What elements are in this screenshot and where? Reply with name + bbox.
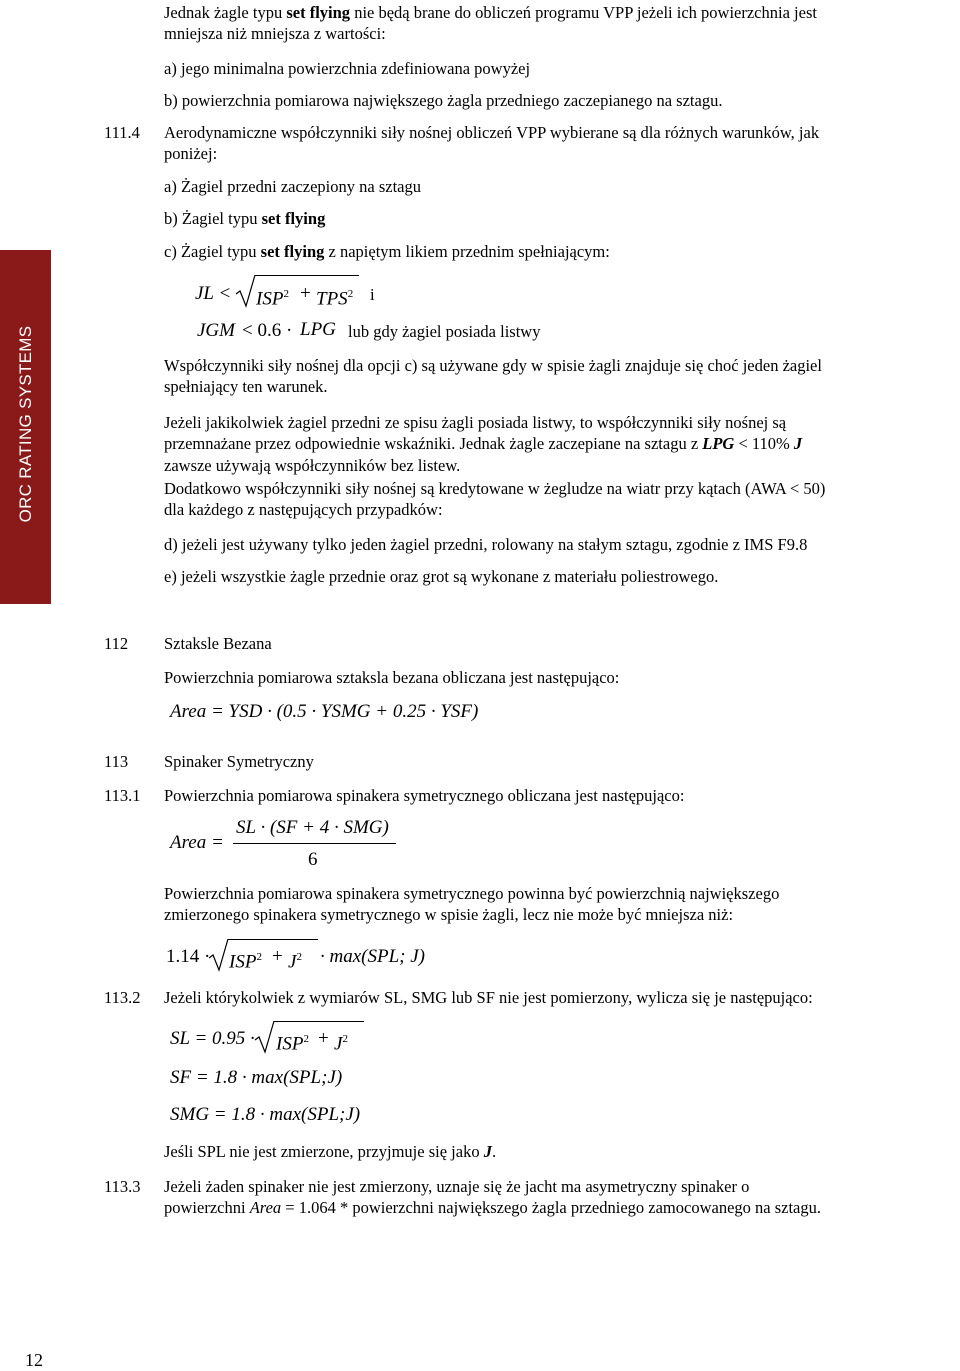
- sqrt-bar: [228, 939, 318, 940]
- para1-line-1: Współczynniki siły nośnej dla opcji c) są używane gdy w spisie żagli znajduje się choć jeden żagiel: [164, 356, 822, 375]
- s112-formula: Area = YSD · (0.5 · YSMG + 0.25 · YSF): [170, 701, 479, 722]
- section-number-112: 112: [104, 634, 129, 653]
- s111-4-item-b: b) Żagiel typu set flying: [164, 209, 326, 228]
- intro-line-2: mniejsza niż mniejsza z wartości:: [164, 24, 386, 43]
- sqrt-bar: [255, 275, 359, 276]
- s111-4-item-c: c) Żagiel typu set flying z napiętym likiem przednim spełniającym:: [164, 242, 610, 261]
- formula-jl-plus: +: [300, 283, 311, 304]
- min-formula-post: · max(SPL; J): [320, 946, 425, 967]
- s113-1-para-line-2: zmierzonego spinakera symetrycznego w spisie żagli, lecz nie może być mniejsza niż:: [164, 905, 734, 924]
- s113-1-formula-den: 6: [308, 849, 318, 870]
- intro-item-b: b) powierzchnia pomiarowa największego żagla przedniego zaczepianego na sztagu.: [164, 91, 723, 110]
- section-number-113-2: 113.2: [104, 988, 141, 1007]
- s113-2-f1-plus: +: [318, 1028, 329, 1049]
- s113-1-formula-lhs: Area =: [170, 832, 224, 853]
- s113-3-line-1: Jeżeli żaden spinaker nie jest zmierzony, uznaje się że jacht ma asymetryczny spinaker o: [164, 1177, 750, 1196]
- para2-line-1: Jeżeli jakikolwiek żagiel przedni ze spisu żagli posiada listwy, to współczynniki siły nośnej są: [164, 413, 787, 432]
- intro-item-a: a) jego minimalna powierzchnia zdefiniowana powyżej: [164, 59, 531, 78]
- s113-2-note: Jeśli SPL nie jest zmierzone, przyjmuje się jako J.: [164, 1142, 497, 1161]
- s113-2-text: Jeżeli którykolwiek z wymiarów SL, SMG lub SF nie jest pomierzony, wylicza się je następująco:: [164, 988, 813, 1007]
- min-formula-plus: +: [272, 946, 283, 967]
- min-formula-isp: ISP$^2$: [229, 951, 262, 973]
- intro-line-1: Jednak żagle typu set flying nie będą brane do obliczeń programu VPP jeżeli ich powierzchnia jest: [164, 3, 817, 22]
- para1-line-2: spełniający ten warunek.: [164, 377, 328, 396]
- sqrt-symbol: [254, 1020, 276, 1054]
- section-title-113: Spinaker Symetryczny: [164, 752, 314, 771]
- formula-jl-isp: ISP$^2$: [256, 288, 289, 310]
- formula-jgm-rhs: LPG: [300, 319, 336, 340]
- para2-line-3: zawsze używają współczynników bez listew.: [164, 456, 461, 475]
- s111-4-item-a: a) Żagiel przedni zaczepiony na sztagu: [164, 177, 421, 196]
- s113-1-formula-num: SL · (SF + 4 · SMG): [236, 817, 389, 838]
- item-d: d) jeżeli jest używany tylko jeden żagiel przedni, rolowany na stałym sztagu, zgodnie z IMS F9.8: [164, 535, 808, 554]
- s113-2-f1-j: $J^2$: [334, 1033, 348, 1055]
- sqrt-symbol: [208, 938, 230, 972]
- sqrt-symbol: [235, 274, 257, 308]
- formula-jl-tps: TPS$^2$: [316, 288, 354, 310]
- section-title-112: Sztaksle Bezana: [164, 634, 272, 653]
- section-number-113-1: 113.1: [104, 786, 141, 805]
- para3-line-1: Dodatkowo współczynniki siły nośnej są kredytowane w żegludze na wiatr przy kątach (AWA < 50): [164, 479, 826, 498]
- formula-jl-and: i: [370, 285, 375, 304]
- section-number-113: 113: [104, 752, 129, 771]
- s113-2-f1-isp: ISP$^2$: [276, 1033, 309, 1055]
- page-number: 12: [25, 1350, 43, 1370]
- s113-1-text: Powierzchnia pomiarowa spinakera symetrycznego obliczana jest następująco:: [164, 786, 685, 805]
- fraction-line: [233, 843, 396, 844]
- s113-3-line-2: powierzchni Area = 1.064 * powierzchni największego żagla przedniego zamocowanego na sztagu.: [164, 1198, 822, 1217]
- section-number-113-3: 113.3: [104, 1177, 141, 1196]
- formula-jgm-lhs: JGM: [197, 320, 235, 341]
- para3-line-2: dla każdego z następujących przypadków:: [164, 500, 443, 519]
- min-formula-pre: 1.14 ·: [166, 946, 211, 967]
- s113-2-f2: SF = 1.8 · max(SPL;J): [170, 1067, 343, 1088]
- formula-jgm-op: < 0.6 ·: [242, 320, 293, 341]
- formula-jl-lhs: JL <: [195, 283, 232, 304]
- para2-line-2: przemnażane przez odpowiednie wskaźniki. Jednak żagle zaczepiane na sztagu z LPG < 110% J: [164, 434, 803, 453]
- s111-4-text-1: Aerodynamiczne współczynniki siły nośnej obliczeń VPP wybierane są dla różnych warunków, jak: [164, 123, 820, 142]
- sidebar-label: ORC RATING SYSTEMS: [16, 325, 35, 523]
- formula-jgm-text: lub gdy żagiel posiada listwy: [348, 322, 541, 341]
- s111-4-text-2: poniżej:: [164, 144, 218, 163]
- min-formula-j: $J^2$: [288, 951, 302, 973]
- sqrt-bar: [274, 1021, 364, 1022]
- s113-2-f1-pre: SL = 0.95 ·: [170, 1028, 255, 1049]
- s113-1-para-line-1: Powierzchnia pomiarowa spinakera symetrycznego powinna być powierzchnią największego: [164, 884, 780, 903]
- s112-text: Powierzchnia pomiarowa sztaksla bezana obliczana jest następująco:: [164, 668, 620, 687]
- s113-2-f3: SMG = 1.8 · max(SPL;J): [170, 1104, 361, 1125]
- item-e: e) jeżeli wszystkie żagle przednie oraz grot są wykonane z materiału poliestrowego.: [164, 567, 719, 586]
- section-number-111-4: 111.4: [104, 123, 140, 142]
